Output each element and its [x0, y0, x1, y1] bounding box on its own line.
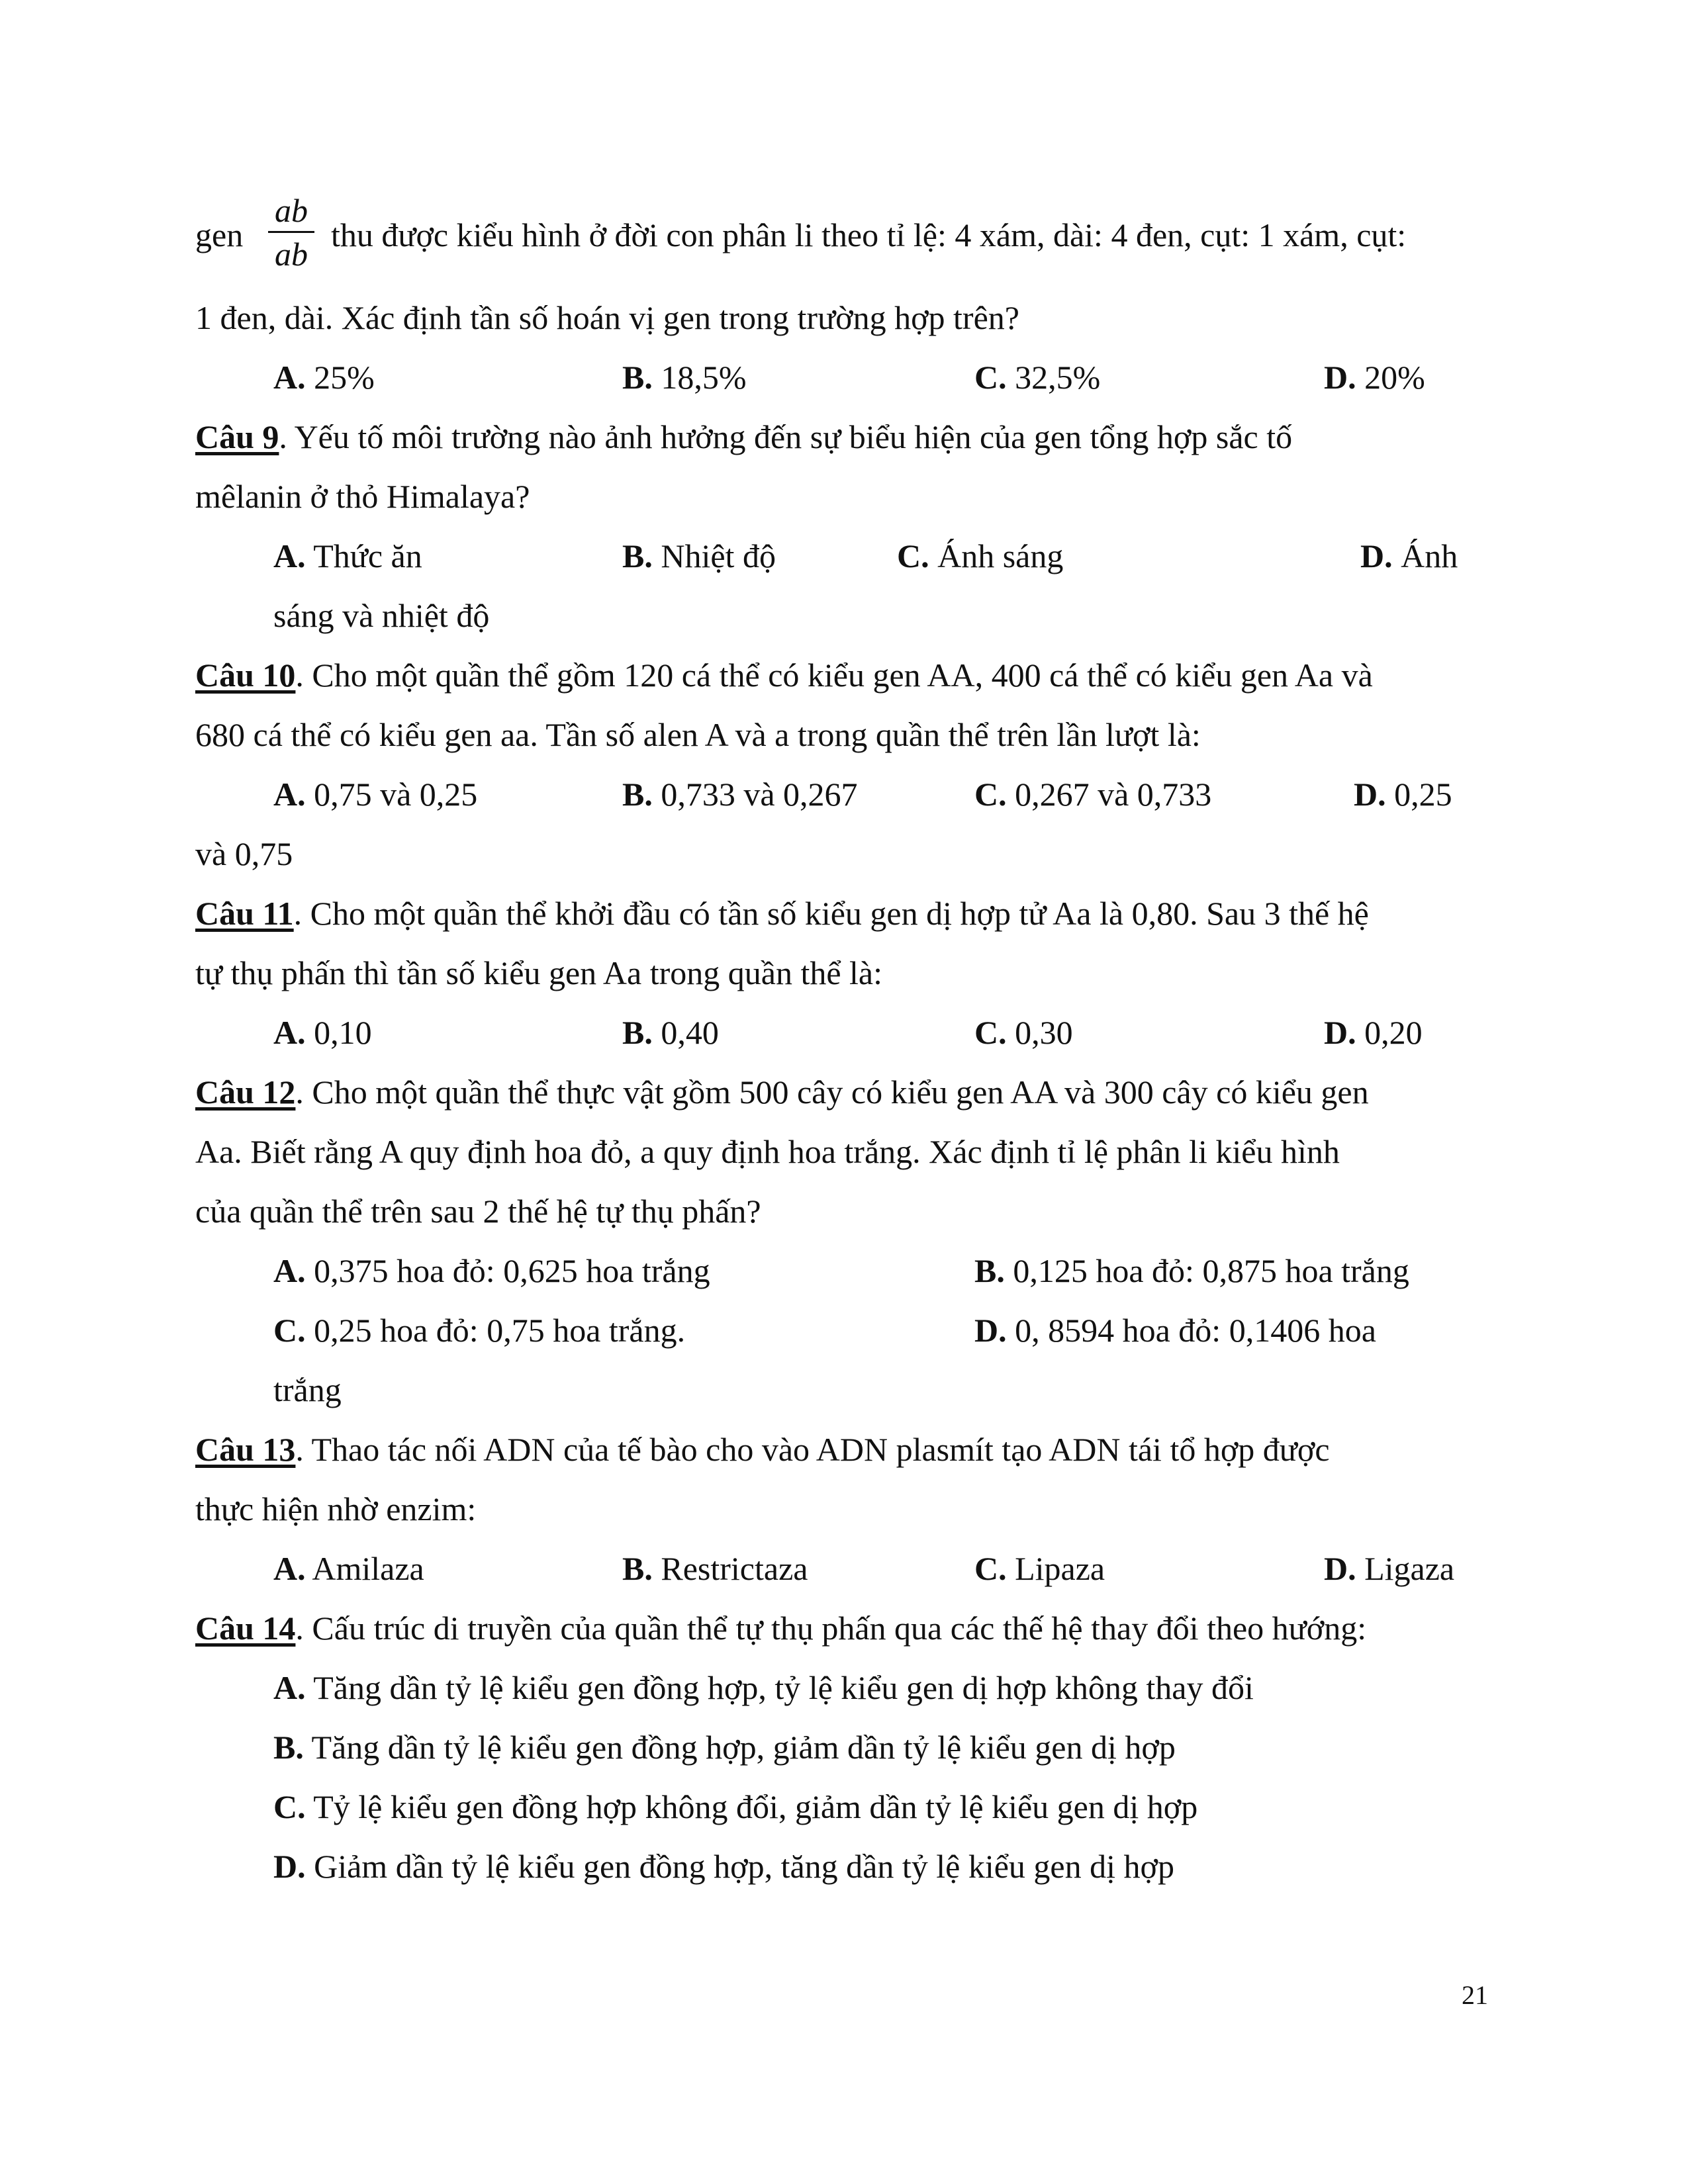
- question-14-line1: [195, 1608, 1366, 1648]
- question-11-line2: tự thụ phấn thì tần số kiểu gen Aa trong quần thể là:: [195, 954, 883, 991]
- option-d-continuation: trắng: [273, 1371, 342, 1408]
- question-10-line1: [195, 655, 1373, 695]
- option-a[interactable]: [273, 774, 477, 814]
- question-10-label: Câu 10: [195, 657, 296, 694]
- option-letter: D.: [273, 1848, 306, 1885]
- question-text: . Cấu trúc di truyền của quần thể tự thụ phấn qua các thế hệ thay đổi theo hướng:: [295, 1610, 1367, 1647]
- option-letter: A.: [273, 537, 306, 574]
- option-d[interactable]: [1360, 536, 1458, 576]
- option-d-continuation: sáng và nhiệt độ: [273, 597, 490, 634]
- question-text: . Cho một quần thể gồm 120 cá thể có kiểu gen AA, 400 cá thể có kiểu gen Aa và: [295, 657, 1373, 694]
- fraction-bar: [268, 231, 314, 233]
- option-letter: A.: [273, 1550, 306, 1587]
- option-a[interactable]: [273, 1668, 1254, 1707]
- option-letter: B.: [622, 537, 653, 574]
- option-text: 18,5%: [652, 359, 747, 396]
- option-text: Tăng dần tỷ lệ kiểu gen đồng hợp, tỷ lệ kiểu gen dị hợp không thay đổi: [305, 1669, 1254, 1706]
- option-text: 0,125 hoa đỏ: 0,875 hoa trắng: [1004, 1252, 1409, 1289]
- question-9-label: Câu 9: [195, 418, 279, 455]
- intro-line2: 1 đen, dài. Xác định tần số hoán vị gen trong trường hợp trên?: [195, 299, 1019, 336]
- option-text: 32,5%: [1006, 359, 1101, 396]
- option-text: Restrictaza: [652, 1550, 808, 1587]
- option-letter: D.: [1324, 1550, 1356, 1587]
- option-d-continuation: và 0,75: [195, 835, 293, 872]
- option-text: Ligaza: [1356, 1550, 1455, 1587]
- option-letter: D.: [1354, 776, 1386, 813]
- option-letter: B.: [622, 776, 653, 813]
- option-text: 0,30: [1006, 1014, 1073, 1051]
- option-text: Ánh sáng: [929, 537, 1064, 574]
- option-text: 0,375 hoa đỏ: 0,625 hoa trắng: [305, 1252, 710, 1289]
- option-text: 0, 8594 hoa đỏ: 0,1406 hoa: [1006, 1312, 1376, 1349]
- question-12-line3: của quần thể trên sau 2 thế hệ tự thụ phấn?: [195, 1193, 761, 1230]
- option-c[interactable]: [974, 1013, 1073, 1052]
- question-text: . Cho một quần thể thực vật gồm 500 cây có kiểu gen AA và 300 cây có kiểu gen: [295, 1073, 1369, 1111]
- option-text: 0,10: [305, 1014, 372, 1051]
- option-text: 0,267 và 0,733: [1006, 776, 1212, 813]
- option-text: Giảm dần tỷ lệ kiểu gen đồng hợp, tăng dần tỷ lệ kiểu gen dị hợp: [305, 1848, 1174, 1885]
- option-b[interactable]: [622, 536, 776, 576]
- fraction-numerator: ab: [275, 192, 308, 229]
- option-letter: A.: [273, 1252, 306, 1289]
- question-11-line1: [195, 893, 1369, 933]
- option-letter: D.: [1360, 537, 1393, 574]
- option-d[interactable]: [1354, 774, 1452, 814]
- option-c[interactable]: [974, 1549, 1105, 1588]
- option-b[interactable]: [622, 774, 858, 814]
- option-text: Ánh: [1392, 537, 1458, 574]
- option-text: Thức ăn: [305, 537, 422, 574]
- option-text: Tăng dần tỷ lệ kiểu gen đồng hợp, giảm dần tỷ lệ kiểu gen dị hợp: [303, 1729, 1176, 1766]
- option-d[interactable]: [1324, 1549, 1454, 1588]
- option-letter: D.: [1324, 1014, 1356, 1051]
- question-13-line1: [195, 1430, 1330, 1469]
- question-12-line2: Aa. Biết rằng A quy định hoa đỏ, a quy định hoa trắng. Xác định tỉ lệ phân li kiểu hình: [195, 1133, 1340, 1170]
- option-letter: C.: [897, 537, 929, 574]
- option-letter: A.: [273, 359, 306, 396]
- option-letter: D.: [1324, 359, 1356, 396]
- question-text: . Yếu tố môi trường nào ảnh hưởng đến sự biểu hiện của gen tổng hợp sắc tố: [279, 418, 1293, 455]
- question-13-line2: thực hiện nhờ enzim:: [195, 1490, 477, 1527]
- option-a[interactable]: [273, 357, 375, 397]
- option-c[interactable]: [273, 1787, 1197, 1827]
- question-9-line2: mêlanin ở thỏ Himalaya?: [195, 478, 530, 515]
- fraction-denominator: ab: [275, 236, 308, 273]
- question-9-line1: [195, 417, 1292, 457]
- option-letter: A.: [273, 776, 306, 813]
- option-letter: B.: [273, 1729, 304, 1766]
- option-letter: C.: [974, 776, 1007, 813]
- option-text: 25%: [305, 359, 375, 396]
- option-text: Nhiệt độ: [652, 537, 776, 574]
- option-letter: B.: [622, 1550, 653, 1587]
- option-a[interactable]: [273, 1549, 424, 1588]
- option-text: Amilaza: [305, 1550, 424, 1587]
- option-d[interactable]: [273, 1846, 1174, 1886]
- question-text: . Thao tác nối ADN của tế bào cho vào ADN plasmít tạo ADN tái tổ hợp được: [295, 1431, 1330, 1468]
- question-13-label: Câu 13: [195, 1431, 296, 1468]
- option-text: 0,75 và 0,25: [305, 776, 478, 813]
- option-d[interactable]: [1324, 357, 1425, 397]
- page-number: 21: [1462, 1980, 1488, 2010]
- option-b[interactable]: [622, 357, 747, 397]
- question-12-label: Câu 12: [195, 1073, 296, 1111]
- option-letter: C.: [974, 1550, 1007, 1587]
- option-text: 0,25: [1385, 776, 1452, 813]
- intro-prefix: gen: [195, 216, 244, 253]
- option-a[interactable]: [273, 1013, 372, 1052]
- question-text: . Cho một quần thể khởi đầu có tần số kiểu gen dị hợp tử Aa là 0,80. Sau 3 thế hệ: [293, 895, 1369, 932]
- question-12-line1: [195, 1072, 1369, 1112]
- option-letter: B.: [974, 1252, 1005, 1289]
- option-text: 20%: [1356, 359, 1425, 396]
- option-letter: C.: [974, 359, 1007, 396]
- option-c[interactable]: [974, 774, 1211, 814]
- option-letter: C.: [273, 1788, 306, 1825]
- option-text: 0,25 hoa đỏ: 0,75 hoa trắng.: [305, 1312, 686, 1349]
- option-a[interactable]: [273, 536, 422, 576]
- option-text: 0,733 và 0,267: [652, 776, 858, 813]
- option-text: Lipaza: [1006, 1550, 1105, 1587]
- option-letter: C.: [974, 1014, 1007, 1051]
- genotype-fraction: [268, 192, 314, 273]
- option-letter: A.: [273, 1669, 306, 1706]
- option-letter: B.: [622, 1014, 653, 1051]
- option-b[interactable]: [622, 1549, 808, 1588]
- option-d[interactable]: [974, 1310, 1376, 1350]
- option-c[interactable]: [974, 357, 1100, 397]
- option-text: 0,40: [652, 1014, 719, 1051]
- option-letter: C.: [273, 1312, 306, 1349]
- intro-line1: thu được kiểu hình ở đời con phân li theo tỉ lệ: 4 xám, dài: 4 đen, cụt: 1 xám, cụt:: [331, 216, 1407, 253]
- option-b[interactable]: [974, 1251, 1409, 1291]
- option-text: 0,20: [1356, 1014, 1423, 1051]
- question-10-line2: 680 cá thể có kiểu gen aa. Tần số alen A và a trong quần thể trên lần lượt là:: [195, 716, 1201, 753]
- option-b[interactable]: [622, 1013, 719, 1052]
- option-b[interactable]: [273, 1727, 1176, 1767]
- option-c[interactable]: [897, 536, 1063, 576]
- option-letter: D.: [974, 1312, 1007, 1349]
- option-letter: B.: [622, 359, 653, 396]
- option-text: Tỷ lệ kiểu gen đồng hợp không đổi, giảm dần tỷ lệ kiểu gen dị hợp: [305, 1788, 1198, 1825]
- question-11-label: Câu 11: [195, 895, 294, 932]
- question-14-label: Câu 14: [195, 1610, 296, 1647]
- option-letter: A.: [273, 1014, 306, 1051]
- option-c[interactable]: [273, 1310, 685, 1350]
- option-a[interactable]: [273, 1251, 710, 1291]
- option-d[interactable]: [1324, 1013, 1423, 1052]
